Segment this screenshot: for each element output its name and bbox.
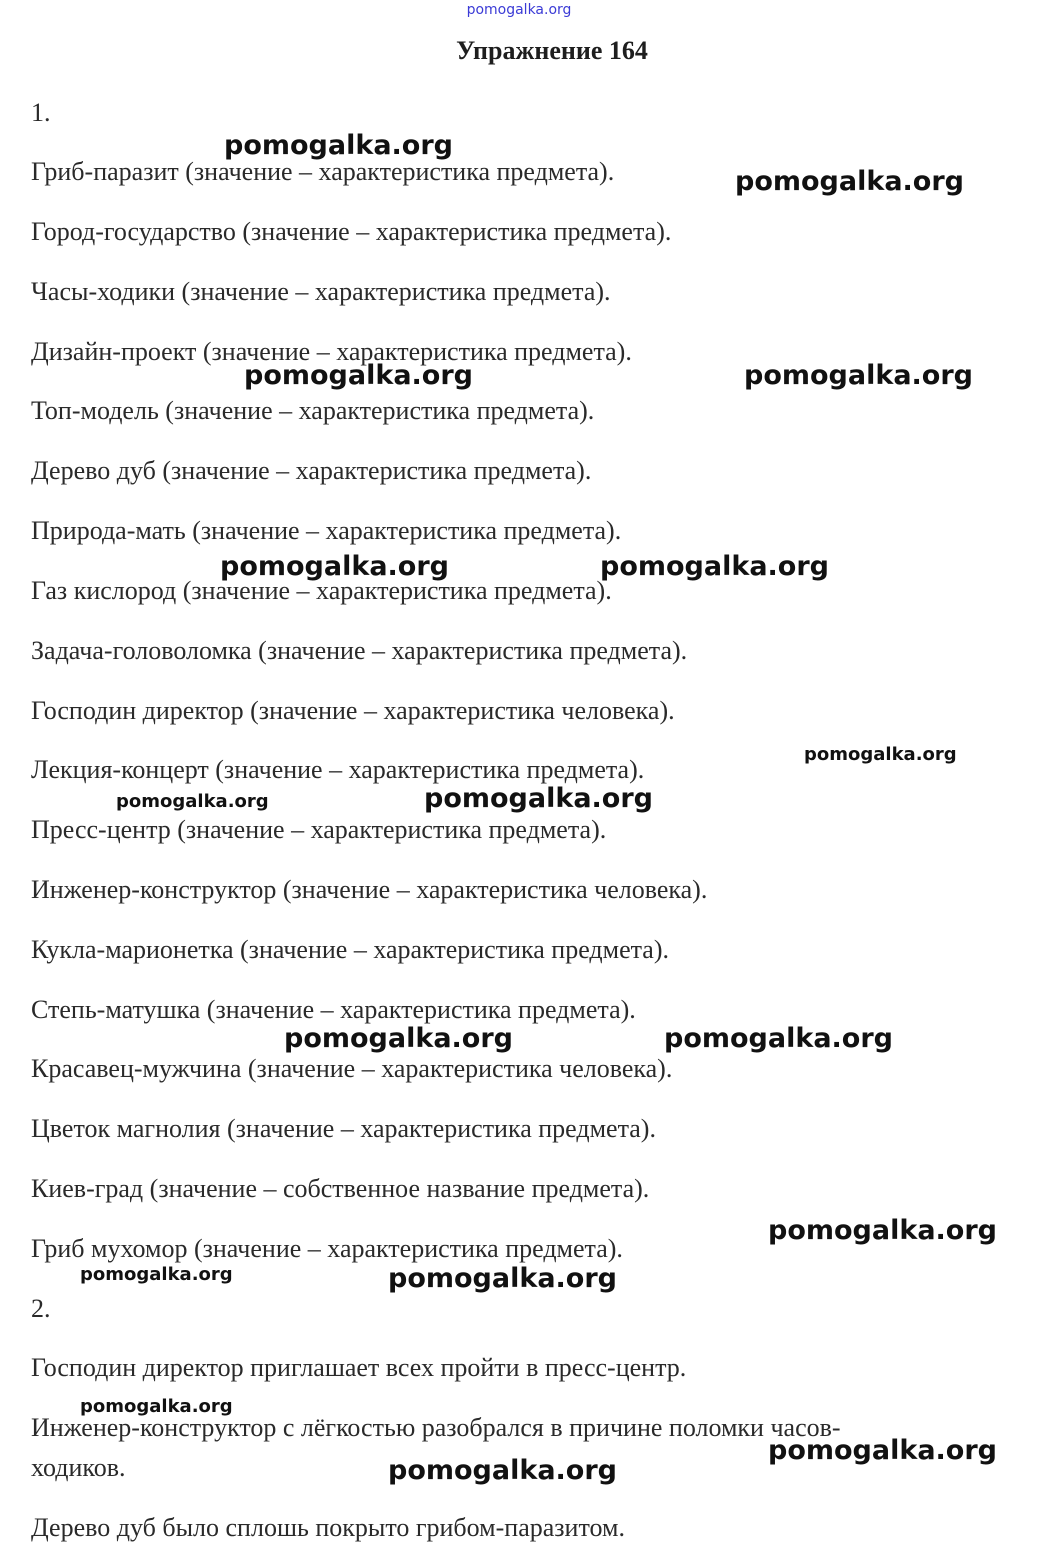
watermark: pomogalka.org <box>664 1023 893 1054</box>
text-line: Степь-матушка (значение – характеристика предмета). <box>31 995 636 1024</box>
watermark: pomogalka.org <box>80 1396 233 1417</box>
text-line: Дерево дуб было сплошь покрыто грибом-паразитом. <box>31 1513 625 1542</box>
watermark: pomogalka.org <box>600 551 829 582</box>
text-line: Господин директор приглашает всех пройти в пресс-центр. <box>31 1353 687 1382</box>
text-line: Инженер-конструктор (значение – характеристика человека). <box>31 875 708 904</box>
text-line: Топ-модель (значение – характеристика предмета). <box>31 396 595 425</box>
section-number: 1. <box>31 98 51 127</box>
watermark: pomogalka.org <box>768 1435 997 1466</box>
text-line: Красавец-мужчина (значение – характеристика человека). <box>31 1054 673 1083</box>
text-line: Цветок магнолия (значение – характеристика предмета). <box>31 1114 656 1143</box>
watermark: pomogalka.org <box>244 360 473 391</box>
text-line: Инженер-конструктор с лёгкостью разобрался в причине поломки часов- <box>31 1413 841 1442</box>
text-line: Природа-мать (значение – характеристика предмета). <box>31 516 622 545</box>
watermark: pomogalka.org <box>735 166 964 197</box>
text-line: Гриб мухомор (значение – характеристика предмета). <box>31 1234 623 1263</box>
text-line: Задача-головоломка (значение – характеристика предмета). <box>31 636 688 665</box>
watermark: pomogalka.org <box>224 130 453 161</box>
text-line: Газ кислород (значение – характеристика предмета). <box>31 576 612 605</box>
text-line: Город-государство (значение – характеристика предмета). <box>31 217 672 246</box>
text-line: Дизайн-проект (значение – характеристика предмета). <box>31 337 632 366</box>
text-line: Гриб-паразит (значение – характеристика предмета). <box>31 157 615 186</box>
watermark: pomogalka.org <box>80 1264 233 1285</box>
watermark: pomogalka.org <box>744 360 973 391</box>
site-mark: pomogalka.org <box>466 2 572 18</box>
watermark: pomogalka.org <box>768 1215 997 1246</box>
exercise-title: Упражнение 164 <box>456 36 648 65</box>
watermark: pomogalka.org <box>116 791 269 812</box>
watermark: pomogalka.org <box>804 744 957 765</box>
text-line: Киев-град (значение – собственное название предмета). <box>31 1174 650 1203</box>
text-line: Пресс-центр (значение – характеристика предмета). <box>31 815 607 844</box>
text-line: ходиков. <box>31 1453 126 1482</box>
watermark: pomogalka.org <box>388 1263 617 1294</box>
watermark: pomogalka.org <box>424 783 653 814</box>
section-number: 2. <box>31 1294 51 1323</box>
watermark: pomogalka.org <box>220 551 449 582</box>
text-line: Господин директор (значение – характеристика человека). <box>31 696 675 725</box>
text-line: Лекция-концерт (значение – характеристика предмета). <box>31 755 645 784</box>
watermark: pomogalka.org <box>284 1023 513 1054</box>
watermark: pomogalka.org <box>388 1455 617 1486</box>
text-line: Дерево дуб (значение – характеристика предмета). <box>31 456 592 485</box>
text-line: Кукла-марионетка (значение – характеристика предмета). <box>31 935 669 964</box>
text-line: Часы-ходики (значение – характеристика предмета). <box>31 277 611 306</box>
